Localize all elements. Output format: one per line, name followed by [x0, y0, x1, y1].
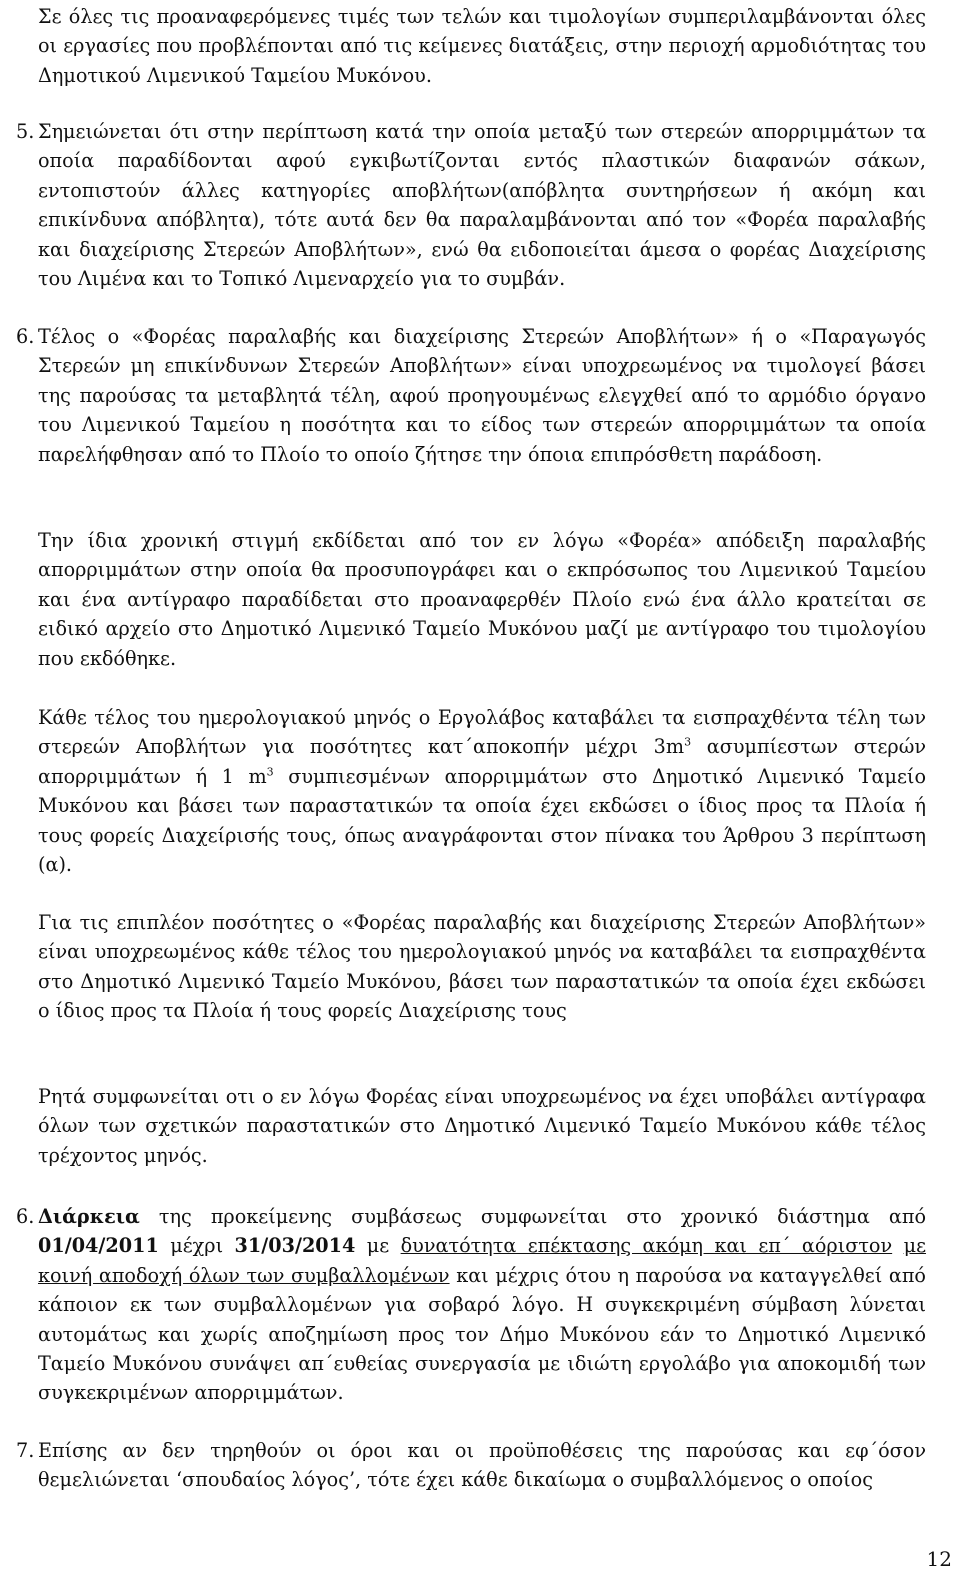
paragraph-6a-number: 6.	[16, 325, 35, 348]
paragraph-5-number: 5.	[16, 120, 35, 143]
start-date: 01/04/2011	[38, 1234, 159, 1258]
duration-label: Διάρκεια	[38, 1205, 140, 1228]
paragraph-7-number: 7.	[16, 1439, 35, 1462]
duration-text-1: της προκείμενης συμβάσεως συμφωνείται στο χρονικό διάστημα από	[139, 1205, 926, 1228]
paragraph-7	[16, 1436, 926, 1495]
receipt-paragraph: Την ίδια χρονική στιγμή εκδίδεται από τον εν λόγω «Φορέα» απόδειξη παραλαβής απορριμμάτων στην οποία θα προσυπογράφει και ο εκπρόσωπος του Λιμενικού Ταμείου και ένα αντίγραφο παραδίδεται στο προαναφερθέν Πλοίο ενώ ένα άλλο κρατείται σε ειδικό αρχείο στο Δημοτικό Λιμενικό Ταμείο Μυκόνου μαζί με αντίγραφο του τιμολογίου που εκδόθηκε.	[38, 529, 926, 670]
paragraph-7-text: Επίσης αν δεν τηρηθούν οι όροι και οι προϋποθέσεις της παρούσας και εφ΄όσον θεμελιώνεται ‘σπουδαίος λόγος’, τότε έχει κάθε δικαίωμα ο συμβαλλόμενος ο οποίος	[38, 1439, 926, 1492]
paragraph-6b	[16, 1202, 927, 1408]
paragraph-5	[16, 117, 926, 293]
paragraph-6b-number: 6.	[16, 1205, 35, 1228]
monthly-payment-text-1: Κάθε τέλος του ημερολογιακού μηνός ο Εργολάβος καταβάλει τα εισπραχθέντα τέλη των στερεών Αποβλήτων για ποσότητες κατ΄αποκοπήν μέχρι 3m	[38, 706, 926, 759]
duration-text-5: και μέχρις ότου η παρούσα να καταγγελθεί από κάποιον εκ των συμβαλλομένων για σοβαρό λόγο. Η συγκεκριμένη σύμβαση λύνεται αυτομάτως και χωρίς αποζημίωση προς τον Δήμο Μυκόνου εάν το Δημοτικό Λιμενικό Ταμείο Μυκόνου συνάψει απ΄ευθείας συνεργασία με ιδιώτη εργολάβο για αποκομιδή των συγκεκριμένων απορριμμάτων.	[38, 1263, 926, 1405]
intro-paragraph: Σε όλες τις προαναφερόμενες τιμές των τελών και τιμολογίων συμπεριλαμβάνονται όλες οι εργασίες που προβλέπονται από τις κείμενες διατάξεις, στην περιοχή αρμοδιότητας του Δημοτικού Λιμενικού Ταμείου Μυκόνου.	[38, 5, 926, 87]
end-date: 31/03/2014	[234, 1234, 356, 1258]
extra-quantities-paragraph: Για τις επιπλέον ποσότητες ο «Φορέας παραλαβής και διαχείρισης Στερεών Αποβλήτων» είναι υποχρεωμένος κάθε τέλος του ημερολογιακού μηνός να καταβάλει τα εισπραχθέντα στο Δημοτικό Λιμενικό Ταμείο Μυκόνου, βάσει των παραστατικών τα οποία έχει εκδώσει ο ίδιος προς τα Πλοία ή τους φορείς Διαχείρισης τους	[38, 911, 926, 1023]
monthly-payment-text-2: ασυμπίεστων στερών απορριμμάτων ή 1 m	[38, 735, 927, 788]
page-number: 12	[926, 1547, 952, 1571]
duration-text-3: με	[355, 1234, 401, 1258]
duration-text-4	[892, 1234, 903, 1257]
paragraph-5-text: Σημειώνεται ότι στην περίπτωση κατά την οποία μεταξύ των στερεών απορριμμάτων τα οποία παραδίδονται αφού εγκιβωτίζονται εντός πλαστικών διαφανών σάκων, εντοπιστούν άλλες κατηγορίες αποβλήτων(απόβλητα συντηρήσεων ή ακόμη και επικίνδυνα απόβλητα), τότε αυτά δεν θα παραλαμβάνονται από τον «Φορέα παραλαβής και διαχείρισης Στερεών Αποβλήτων», ενώ θα ειδοποιείται άμεσα ο φορέας Διαχείρισης του Λιμένα και το Τοπικό Λιμεναρχείο για το συμβάν.	[38, 120, 926, 291]
monthly-payment-text-3: συμπιεσμένων απορριμμάτων στο Δημοτικό Λιμενικό Ταμείο Μυκόνου και βάσει των παραστατικών τα οποία έχει εκδώσει ο ίδιος προς τα Πλοία ή τους φορείς Διαχείρισής τους, όπως αναγράφονται στον πίνακα του Άρθρου 3 περίπτωση (α).	[38, 764, 926, 877]
paragraph-6a-text: Τέλος ο «Φορέας παραλαβής και διαχείρισης Στερεών Αποβλήτων» ή ο «Παραγωγός Στερεών μη επικίνδυνων Στερεών Αποβλήτων» είναι υποχρεωμένος να τιμολογεί βάσει της παρούσας τα μεταβλητά τέλη, αφού προηγουμένως ελεγχθεί από το αρμόδιο όργανο του Λιμενικού Ταμείου η ποσότητα και το είδος των στερεών απορριμμάτων τα οποία παρελήφθησαν από το Πλοίο το οποίο ζήτησε την όποια επιπρόσθετη παράδοση.	[38, 325, 926, 466]
duration-text-2: μέχρι	[158, 1234, 235, 1258]
paragraph-6a	[16, 322, 926, 469]
superscript-2: 3	[266, 765, 274, 779]
agreement-paragraph: Ρητά συμφωνείται οτι ο εν λόγω Φορέας είναι υποχρεωμένος να έχει υποβάλει αντίγραφα όλων των σχετικών παραστατικών στο Δημοτικό Λιμενικό Ταμείο Μυκόνου κάθε τέλος τρέχοντος μηνός.	[38, 1085, 926, 1167]
consent-clause: με κοινή αποδοχή όλων των συμβαλλομένων	[38, 1234, 927, 1287]
monthly-payment-paragraph	[38, 703, 926, 879]
extension-clause: δυνατότητα επέκτασης ακόμη και επ΄ αόριστον	[400, 1234, 893, 1258]
superscript-1: 3	[684, 736, 692, 750]
